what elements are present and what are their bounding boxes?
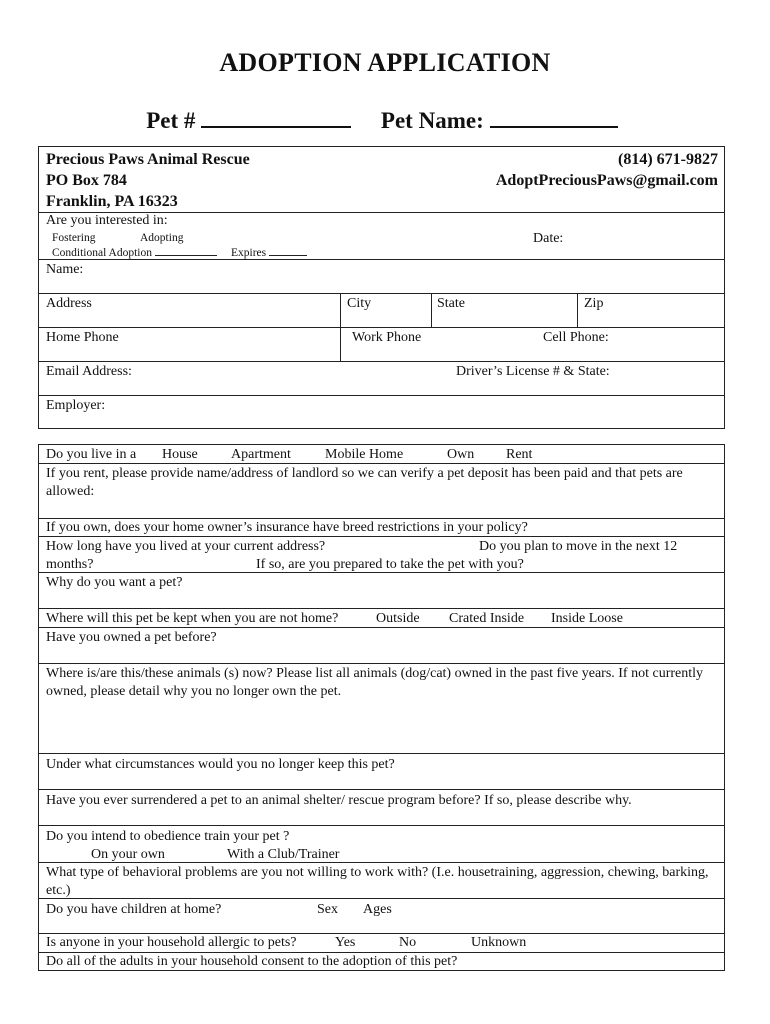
children-question: Do you have children at home?	[46, 902, 222, 917]
work-phone-label: Work Phone	[352, 330, 422, 345]
option-on-your-own[interactable]: On your own	[91, 847, 165, 862]
expires-field[interactable]: Expires	[231, 245, 307, 260]
where-kept-question: Where will this pet be kept when you are not home?	[46, 611, 339, 626]
prepared-question: If so, are you prepared to take the pet with you?	[256, 557, 524, 572]
rescue-email: AdoptPreciousPaws@gmail.com	[495, 172, 718, 189]
plan-move-question: Do you plan to move in the next 12	[479, 539, 678, 554]
landlord-question: If you rent, please provide name/address of landlord so we can verify a pet deposit has been paid and that pets are allowed:	[46, 466, 683, 499]
how-long-question: How long have you lived at your current address?	[46, 539, 326, 554]
why-pet-question: Why do you want a pet?	[46, 575, 183, 590]
option-yes[interactable]: Yes	[335, 935, 356, 950]
where-now-question: Where is/are this/these animals (s) now? Please list all animals (dog/cat) owned in the past five years. If not currently owned, please detail why you no longer own the pet.	[46, 666, 704, 699]
no-longer-keep-question: Under what circumstances would you no longer keep this pet?	[46, 757, 395, 772]
option-crated-inside[interactable]: Crated Inside	[449, 611, 525, 626]
option-apartment[interactable]: Apartment	[231, 447, 291, 462]
pet-number-field[interactable]	[201, 106, 351, 128]
option-conditional-adoption[interactable]: Conditional Adoption	[52, 245, 217, 260]
rescue-name: Precious Paws Animal Rescue	[46, 151, 250, 168]
option-mobile-home[interactable]: Mobile Home	[325, 447, 404, 462]
option-fostering[interactable]: Fostering	[52, 232, 96, 244]
email-label: Email Address:	[46, 364, 132, 379]
pet-line	[0, 106, 770, 134]
employer-label: Employer:	[46, 398, 106, 413]
date-label: Date:	[533, 231, 564, 246]
state-label: State	[437, 296, 465, 311]
option-no[interactable]: No	[399, 935, 417, 950]
rescue-phone: (814) 671-9827	[618, 151, 718, 168]
zip-label: Zip	[584, 296, 604, 311]
option-unknown[interactable]: Unknown	[471, 935, 527, 950]
allergic-question: Is anyone in your household allergic to pets?	[46, 935, 297, 950]
name-label: Name:	[46, 262, 84, 277]
option-house[interactable]: House	[162, 447, 198, 462]
page-title: ADOPTION APPLICATION	[219, 48, 551, 77]
option-own[interactable]: Own	[447, 447, 475, 462]
pet-number-label: Pet #	[146, 108, 196, 133]
option-club-trainer[interactable]: With a Club/Trainer	[227, 847, 340, 862]
option-inside-loose[interactable]: Inside Loose	[551, 611, 623, 626]
months-label: months?	[46, 557, 94, 572]
pet-name-label: Pet Name:	[380, 108, 484, 133]
option-outside[interactable]: Outside	[376, 611, 420, 626]
cell-phone-label: Cell Phone:	[543, 330, 609, 345]
sex-label: Sex	[317, 902, 338, 917]
rescue-city: Franklin, PA 16323	[46, 193, 178, 210]
consent-question: Do all of the adults in your household consent to the adoption of this pet?	[46, 954, 458, 969]
option-rent[interactable]: Rent	[506, 447, 533, 462]
behavioral-question: What type of behavioral problems are you not willing to work with? (I.e. housetraining, aggression, chewing, barking, etc.)	[46, 865, 709, 898]
license-label: Driver’s License # & State:	[456, 364, 610, 379]
insurance-question: If you own, does your home owner’s insurance have breed restrictions in your policy?	[46, 520, 528, 535]
address-label: Address	[46, 296, 92, 311]
rescue-po-box: PO Box 784	[46, 172, 127, 189]
ages-label: Ages	[363, 902, 392, 917]
live-in-label: Do you live in a	[46, 447, 137, 462]
owned-before-question: Have you owned a pet before?	[46, 630, 217, 645]
option-adopting[interactable]: Adopting	[140, 232, 184, 244]
pet-name-field[interactable]	[490, 106, 618, 128]
obedience-question: Do you intend to obedience train your pet ?	[46, 829, 290, 844]
surrendered-question: Have you ever surrendered a pet to an animal shelter/ rescue program before? If so, please describe why.	[46, 793, 632, 808]
home-phone-label: Home Phone	[46, 330, 119, 345]
city-label: City	[347, 296, 372, 311]
interest-question: Are you interested in:	[46, 213, 168, 228]
